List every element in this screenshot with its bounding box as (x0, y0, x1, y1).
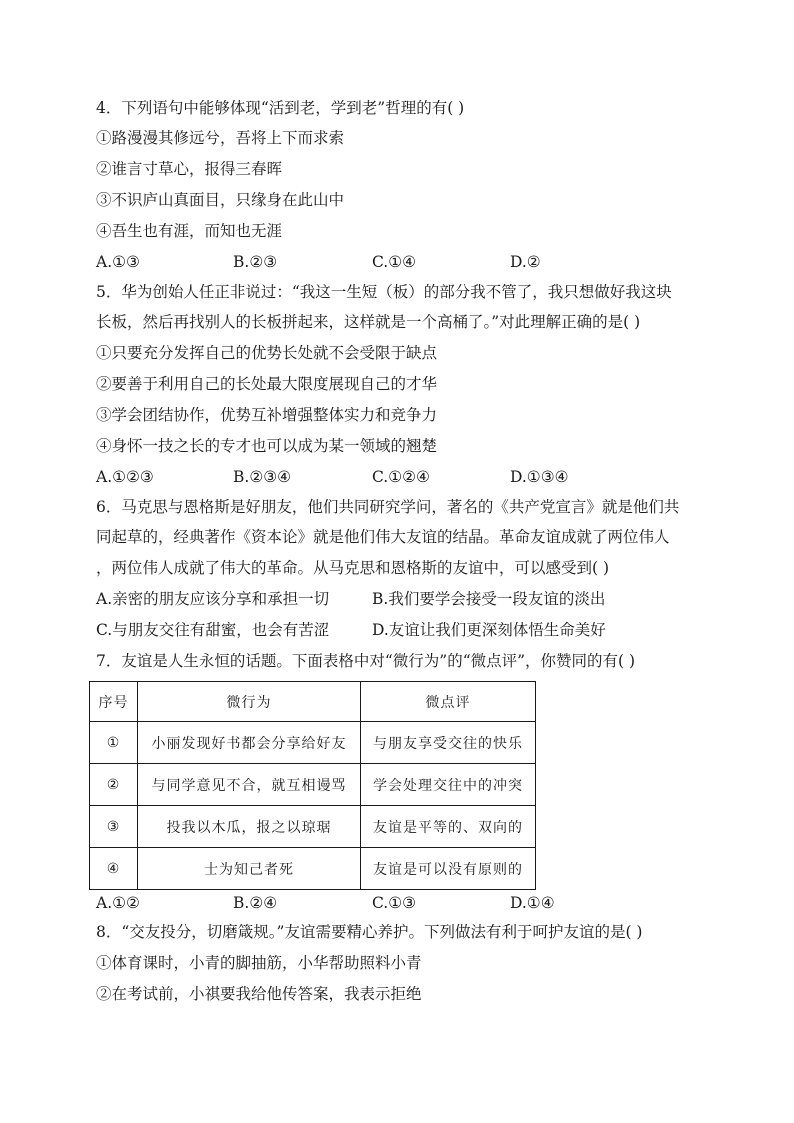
table-cell: 友谊是可以没有原则的 (361, 848, 536, 890)
q4-item-4: ④吾生也有涯，而知也无涯 (96, 222, 283, 240)
q7-choice-c: C.①③ (372, 894, 417, 912)
table-cell: ① (90, 722, 138, 764)
q4-choice-d: D.② (510, 253, 541, 271)
q5-choice-b: B.②③④ (233, 468, 292, 486)
table-row (90, 764, 536, 806)
q8-item-1: ①体育课时，小青的脚抽筋，小华帮助照料小青 (96, 954, 422, 972)
table-cell: 与同学意见不合，就互相谩骂 (138, 764, 361, 806)
table-row (90, 722, 536, 764)
q5-item-3: ③学会团结协作，优势互补增强整体实力和竞争力 (96, 406, 438, 424)
q5-choices (96, 467, 716, 487)
q6-stem-line-3: ，两位伟人成就了伟大的革命。从马克思和恩格斯的友谊中，可以感受到( ) (96, 559, 610, 577)
q5-item-4: ④身怀一技之长的专才也可以成为某一领域的翘楚 (96, 437, 438, 455)
table-row (90, 806, 536, 848)
table-header-cell: 微点评 (361, 682, 536, 722)
q7-choice-b: B.②④ (233, 894, 278, 912)
table-cell: 与朋友享受交往的快乐 (361, 722, 536, 764)
q4-item-3: ③不识庐山真面目，只缘身在此山中 (96, 191, 345, 209)
q5-stem-line-2: 长板，然后再找别人的长板拼起来，这样就是一个高桶了。”对此理解正确的是( ) (96, 313, 641, 331)
table-row (90, 848, 536, 890)
table-cell: 投我以木瓜，报之以琼琚 (138, 806, 361, 848)
q7-stem: 7．友谊是人生永恒的话题。下面表格中对“微行为”的“微点评”，你赞同的有( ) (96, 652, 636, 670)
table-header-row (90, 682, 536, 722)
table-cell: 士为知己者死 (138, 848, 361, 890)
q7-table (89, 681, 536, 890)
table-cell: 学会处理交往中的冲突 (361, 764, 536, 806)
q4-item-2: ②谁言寸草心，报得三春晖 (96, 160, 283, 178)
q5-choice-c: C.①②④ (372, 468, 430, 486)
q4-choice-a: A.①③ (96, 253, 140, 271)
table-header-cell: 序号 (90, 682, 138, 722)
q5-choice-d: D.①③④ (510, 468, 569, 486)
q4-item-1: ①路漫漫其修远兮，吾将上下而求索 (96, 129, 345, 147)
q4-choices (96, 252, 716, 272)
q6-choices-row-2 (96, 620, 716, 640)
q4-stem: 4．下列语句中能够体现“活到老，学到老”哲理的有( ) (96, 99, 465, 117)
q5-choice-a: A.①②③ (96, 468, 154, 486)
table-cell: 小丽发现好书都会分享给好友 (138, 722, 361, 764)
q6-choice-d: D.友谊让我们更深刻体悟生命美好 (372, 621, 606, 639)
q8-item-2: ②在考试前，小祺要我给他传答案，我表示拒绝 (96, 985, 422, 1003)
q6-choice-c: C.与朋友交往有甜蜜，也会有苦涩 (96, 621, 330, 639)
table-cell: ③ (90, 806, 138, 848)
table-cell: ② (90, 764, 138, 806)
q6-choices-row-1 (96, 589, 716, 609)
q7-choice-d: D.①④ (510, 894, 555, 912)
table-header-cell: 微行为 (138, 682, 361, 722)
q6-choice-b: B.我们要学会接受一段友谊的淡出 (372, 590, 606, 608)
table-cell: 友谊是平等的、双向的 (361, 806, 536, 848)
q4-choice-b: B.②③ (233, 253, 278, 271)
table-cell: ④ (90, 848, 138, 890)
q6-choice-a: A.亲密的朋友应该分享和承担一切 (96, 590, 330, 608)
q6-stem-line-1: 6．马克思与恩格斯是好朋友，他们共同研究学问，著名的《共产党宣言》就是他们共 (96, 498, 680, 516)
q8-stem: 8．“交友投分，切磨箴规。”友谊需要精心养护。下列做法有利于呵护友谊的是( ) (96, 923, 643, 941)
q4-choice-c: C.①④ (372, 253, 417, 271)
q7-choices (96, 893, 716, 913)
q7-choice-a: A.①② (96, 894, 140, 912)
q5-stem-line-1: 5．华为创始人任正非说过：“我这一生短（板）的部分我不管了，我只想做好我这块 (96, 283, 672, 301)
q5-item-1: ①只要充分发挥自己的优势长处就不会受限于缺点 (96, 344, 438, 362)
q6-stem-line-2: 同起草的，经典著作《资本论》就是他们伟大友谊的结晶。革命友谊成就了两位伟人 (96, 528, 670, 546)
q5-item-2: ②要善于利用自己的长处最大限度展现自己的才华 (96, 375, 438, 393)
